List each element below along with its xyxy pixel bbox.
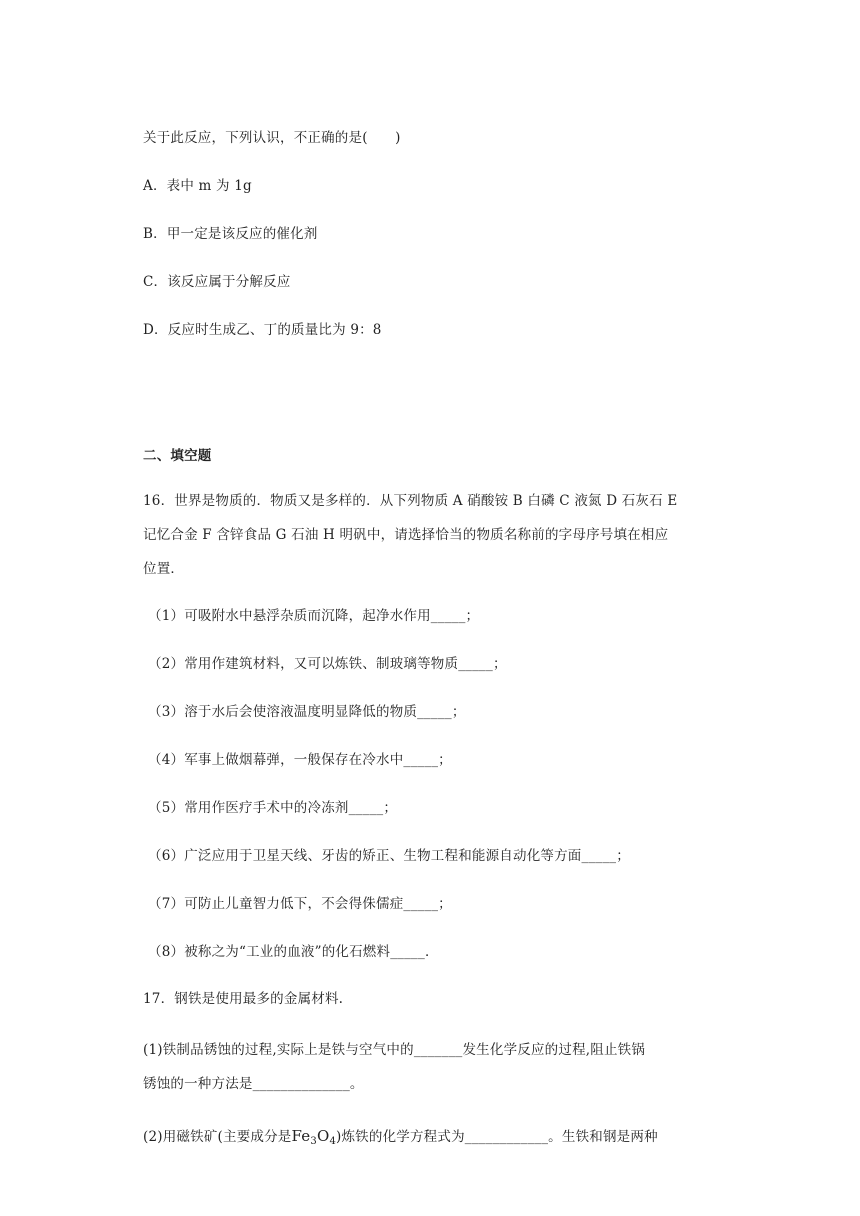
question-17-stem: 17．钢铁是使用最多的金属材料.: [143, 991, 344, 1007]
question-17-part-1-line-1: (1)铁制品锈蚀的过程,实际上是铁与空气中的_______发生化学反应的过程,阻止铁锅: [143, 1042, 646, 1058]
option-d: D．反应时生成乙、丁的质量比为 9：8: [143, 322, 382, 338]
question-16-item-6: （6）广泛应用于卫星天线、牙齿的矫正、生物工程和能源自动化等方面_____；: [148, 848, 630, 864]
option-a: A．表中 m 为 1g: [143, 178, 252, 194]
option-b: B．甲一定是该反应的催化剂: [143, 226, 318, 242]
question-16-item-1: （1）可吸附水中悬浮杂质而沉降，起净水作用_____；: [148, 608, 480, 624]
question-16-stem-line-1: 16．世界是物质的．物质又是多样的．从下列物质 A 硝酸铵 B 白磷 C 液氮 D 石灰石 E: [143, 493, 678, 509]
question-16-stem-line-3: 位置．: [143, 561, 185, 577]
question-16-stem-line-2: 记忆合金 F 含锌食品 G 石油 H 明矾中，请选择恰当的物质名称前的字母序号填在相应: [143, 527, 669, 543]
question-16-item-4: （4）军事上做烟幕弹，一般保存在冷水中_____；: [148, 752, 452, 768]
question-16-item-8: （8）被称之为“工业的血液”的化石燃料_____．: [148, 944, 439, 960]
question-15-stem: 关于此反应，下列认识，不正确的是( ): [143, 130, 401, 146]
question-17-part-2-prefix: (2)用磁铁矿(主要成分是: [143, 1129, 292, 1145]
question-16-item-7: （7）可防止儿童智力低下，不会得侏儒症_____；: [148, 896, 452, 912]
question-16-item-5: （5）常用作医疗手术中的冷冻剂_____；: [148, 800, 398, 816]
section-title: 二、填空题: [143, 448, 212, 464]
question-16-item-3: （3）溶于水后会使溶液温度明显降低的物质_____；: [148, 704, 466, 720]
question-17-part-2-line: [143, 1125, 658, 1147]
option-c: C．该反应属于分解反应: [143, 274, 291, 290]
fe3o4-formula: $Fe_3O_4$: [291, 1127, 336, 1147]
question-16-item-2: （2）常用作建筑材料，又可以炼铁、制玻璃等物质_____；: [148, 656, 507, 672]
question-17-part-2-suffix: )炼铁的化学方程式为____________。生铁和钢是两种: [336, 1129, 658, 1145]
question-17-part-1-line-2: 锈蚀的一种方法是______________。: [143, 1076, 364, 1092]
